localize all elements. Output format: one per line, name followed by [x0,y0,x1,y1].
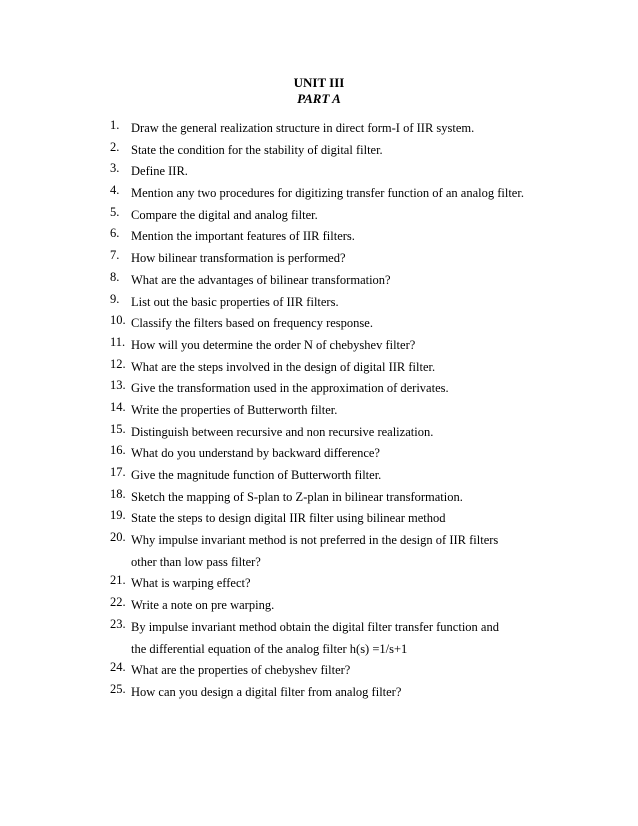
question-item [110,487,610,509]
question-text-line: Write the properties of Butterworth filter. [131,402,338,417]
question-text [131,313,610,335]
question-text [131,595,610,617]
question-text [131,508,610,530]
question-item [110,422,610,444]
question-text [131,530,610,573]
question-number: 20. [110,530,126,545]
question-item [110,617,610,660]
question-item [110,313,610,335]
question-item [110,465,610,487]
question-text [131,378,610,400]
unit-title [0,75,638,91]
question-text-line: By impulse invariant method obtain the digital filter transfer function and [131,619,499,634]
part-title-text: PART A [297,91,341,106]
question-text [131,357,610,379]
question-number: 8. [110,269,120,284]
question-text-line: How will you determine the order N of chebyshev filter? [131,337,416,352]
question-number: 22. [110,595,126,610]
question-number: 7. [110,248,120,263]
question-text [131,205,610,227]
question-number: 4. [110,183,120,198]
question-item [110,292,610,314]
question-text [131,617,610,660]
question-text [131,400,610,422]
question-text [131,292,610,314]
question-number: 25. [110,681,126,696]
question-text-line: Define IIR. [131,164,188,179]
question-text [131,573,610,595]
question-item [110,140,610,162]
question-item [110,248,610,270]
question-text-line: Mention any two procedures for digitizing transfer function of an analog filter. [131,186,524,201]
question-item [110,357,610,379]
question-number: 24. [110,660,126,675]
question-item [110,205,610,227]
question-number: 1. [110,118,120,132]
question-text [131,682,610,704]
question-number: 17. [110,465,126,479]
question-number: 2. [110,139,120,154]
question-item [110,183,610,205]
question-number: 15. [110,421,126,436]
question-text-line: Sketch the mapping of S-plan to Z-plan in bilinear transformation. [131,489,463,504]
question-number: 23. [110,616,126,631]
question-text-line: State the condition for the stability of digital filter. [131,142,383,157]
question-text-line: What do you understand by backward difference? [131,446,380,461]
question-text-line: What is warping effect? [131,576,251,591]
question-item [110,660,610,682]
part-title [0,91,638,107]
question-item [110,226,610,248]
question-text-line: Write a note on pre warping. [131,598,275,613]
question-text [131,443,610,465]
question-item [110,270,610,292]
question-text-line: What are the advantages of bilinear transformation? [131,272,391,287]
question-item [110,682,610,704]
question-text-line: Mention the important features of IIR filters. [131,229,355,244]
question-text-line: How bilinear transformation is performed? [131,251,346,266]
question-number: 16. [110,443,126,458]
question-item [110,573,610,595]
question-number: 18. [110,486,126,501]
question-item [110,378,610,400]
question-text-line: Compare the digital and analog filter. [131,207,318,222]
question-text [131,487,610,509]
question-text [131,161,610,183]
question-text [131,226,610,248]
question-number: 5. [110,204,120,219]
question-number: 11. [110,334,126,349]
question-text [131,183,610,205]
question-text-line: State the steps to design digital IIR filter using bilinear method [131,511,446,526]
question-text [131,335,610,357]
unit-title-text: UNIT III [293,75,345,90]
question-text [131,422,610,444]
question-number: 3. [110,161,120,176]
question-text [131,465,610,487]
question-text-line: Draw the general realization structure in direct form-I of IIR system. [131,121,475,135]
question-item [110,400,610,422]
question-text-line: How can you design a digital filter from analog filter? [131,684,402,699]
question-item [110,443,610,465]
question-text-line: Give the transformation used in the approximation of derivates. [131,381,449,396]
question-item [110,530,610,573]
question-item [110,161,610,183]
question-number: 6. [110,226,120,241]
question-number: 10. [110,313,126,328]
question-text-line: List out the basic properties of IIR filters. [131,294,339,309]
question-number: 21. [110,573,126,588]
question-text [131,118,610,140]
question-number: 13. [110,378,126,393]
question-number: 12. [110,356,126,371]
question-text-line: the differential equation of the analog filter h(s) =1/s+1 [131,641,408,656]
question-text-line: Why impulse invariant method is not preferred in the design of IIR filters [131,533,499,548]
question-text-line: other than low pass filter? [131,554,261,569]
question-item [110,508,610,530]
question-number: 9. [110,291,120,306]
question-text [131,248,610,270]
question-text-line: Classify the filters based on frequency response. [131,316,373,331]
question-text-line: What are the steps involved in the design of digital IIR filter. [131,359,436,374]
question-text [131,140,610,162]
question-item [110,335,610,357]
question-text-line: Give the magnitude function of Butterworth filter. [131,468,382,482]
question-text-line: Distinguish between recursive and non recursive realization. [131,424,434,439]
question-text [131,270,610,292]
question-list [110,118,610,704]
question-item [110,118,610,140]
question-text [131,660,610,682]
question-item [110,595,610,617]
question-number: 19. [110,508,126,523]
question-text-line: What are the properties of chebyshev filter? [131,663,351,678]
question-number: 14. [110,399,126,414]
